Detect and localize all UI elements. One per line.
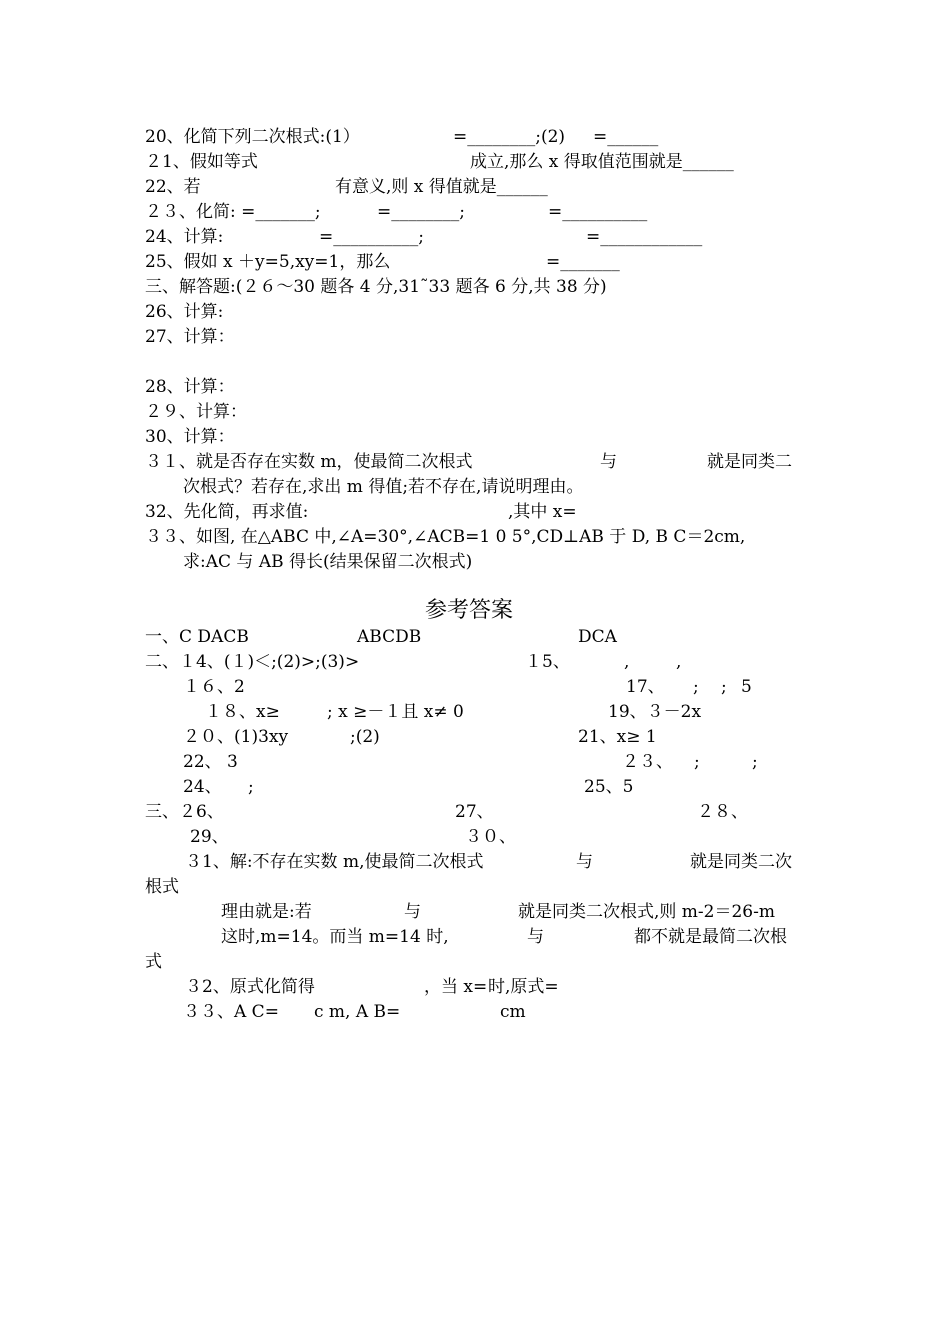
- answer-4-b: ; x ≥－１且 x≠ 0: [327, 702, 464, 722]
- answer-7-b: ;: [248, 777, 254, 797]
- answer-1-a: 一、C DACB: [145, 627, 249, 647]
- answer-12-a: 理由就是:若: [221, 902, 312, 922]
- q31-tail: 就是同类二: [707, 452, 792, 472]
- answer-2-b: １5、: [525, 652, 570, 672]
- answer-12-b: 与: [404, 902, 421, 922]
- q23-blank-2: =________;: [377, 202, 465, 222]
- answer-6-a: 22、 3: [183, 752, 238, 772]
- answer-2-d: ,: [676, 652, 682, 672]
- answer-2-a: 二、１4、(１)＜;(2)>;(3)>: [145, 652, 360, 672]
- answer-13-c: 都不就是最简二次根: [634, 927, 787, 947]
- answer-6-c: ;: [694, 752, 700, 772]
- answer-7-a: 24、: [183, 777, 222, 797]
- answer-4-a: １８、x≥: [205, 702, 280, 722]
- answer-3-b: 17、: [626, 677, 665, 697]
- answer-3-e: 5: [741, 677, 752, 697]
- answer-16-b: c m, A B=: [314, 1002, 401, 1022]
- q31-and: 与: [600, 452, 617, 472]
- answer-3-c: ;: [693, 677, 699, 697]
- q21-text: ２1、假如等式: [145, 152, 258, 172]
- q28-text: 28、计算：: [145, 377, 235, 397]
- q20-blank-2: =______: [593, 127, 659, 147]
- q23-text: ２３、化简: =_______;: [145, 202, 321, 222]
- answer-13-b: 与: [527, 927, 544, 947]
- answer-7-c: 25、5: [584, 777, 634, 797]
- q32-where: ,其中 x=: [508, 502, 577, 522]
- answer-6-d: ;: [752, 752, 758, 772]
- answer-10-c: 就是同类二次: [690, 852, 792, 872]
- answer-8-a: 三、２6、: [145, 802, 224, 822]
- q31-text: ３１、就是否存在实数 m，使最简二次根式: [145, 452, 473, 472]
- answer-2-c: ,: [624, 652, 630, 672]
- answer-16-c: cm: [500, 1002, 526, 1022]
- answer-15-c: 时,原式=: [488, 977, 559, 997]
- answer-3-a: １６、2: [183, 677, 245, 697]
- answer-15-a: ３2、原式化简得: [185, 977, 315, 997]
- answer-15-b: ，当 x=: [424, 977, 488, 997]
- q24-text: 24、计算:: [145, 227, 224, 247]
- q20-blank-1: =________;(2): [453, 127, 566, 147]
- answer-10-a: ３1、解:不存在实数 m,使最简二次根式: [185, 852, 484, 872]
- answer-3-d: ;: [721, 677, 727, 697]
- q20-text: 20、化简下列二次根式:(1）: [145, 127, 360, 147]
- answer-5-c: 21、x≥ 1: [578, 727, 657, 747]
- q29-text: ２９、计算：: [145, 402, 247, 422]
- q23-blank-3: =__________: [548, 202, 648, 222]
- q22-blank: 有意义,则 x 得值就是______: [335, 177, 548, 197]
- q33-text: ３３、如图, 在△ABC 中,∠A=30°,∠ACB=1 0 5°,CD⊥AB 于 D, B C＝2cm,: [145, 527, 746, 547]
- q27-text: 27、计算：: [145, 327, 235, 347]
- answer-5-b: ;(2): [350, 727, 380, 747]
- answer-8-c: ２８、: [697, 802, 748, 822]
- answer-1-b: ABCDB: [357, 627, 422, 647]
- q25-text: 25、假如 x ＋y=5,xy=1，那么: [145, 252, 391, 272]
- answer-11: 根式: [145, 877, 179, 897]
- answer-9-b: ３０、: [465, 827, 516, 847]
- answer-10-b: 与: [576, 852, 593, 872]
- q24-blank-2: =____________: [586, 227, 703, 247]
- answer-1-c: DCA: [578, 627, 617, 647]
- q33-continuation: 求:AC 与 AB 得长(结果保留二次根式): [183, 552, 473, 572]
- answer-5-a: ２０、(1)3xy: [183, 727, 289, 747]
- answer-4-c: 19、３－2x: [608, 702, 702, 722]
- answer-13-a: 这时,m=14。而当 m=14 时,: [221, 927, 449, 947]
- q31-continuation: 次根式？若存在,求出 m 得值;若不存在,请说明理由。: [183, 477, 584, 497]
- q25-blank: =_______: [546, 252, 620, 272]
- answer-8-b: 27、: [455, 802, 494, 822]
- q21-blank: 成立,那么 x 得取值范围就是______: [470, 152, 734, 172]
- q32-text: 32、先化简，再求值:: [145, 502, 309, 522]
- answer-9-a: 29、: [190, 827, 229, 847]
- answer-6-b: ２３、: [622, 752, 673, 772]
- answer-12-c: 就是同类二次根式,则 m-2＝26-m: [518, 902, 775, 922]
- answer-16-a: ３３、A C=: [183, 1002, 279, 1022]
- q26-text: 26、计算:: [145, 302, 224, 322]
- q22-text: 22、若: [145, 177, 201, 197]
- q24-blank-1: =__________;: [319, 227, 424, 247]
- answers-title: 参考答案: [425, 598, 514, 623]
- q30-text: 30、计算：: [145, 427, 235, 447]
- answer-14: 式: [145, 952, 162, 972]
- section-3-text: 三、解答题:(２６～30 题各 4 分,31˜33 题各 6 分,共 38 分): [145, 277, 607, 297]
